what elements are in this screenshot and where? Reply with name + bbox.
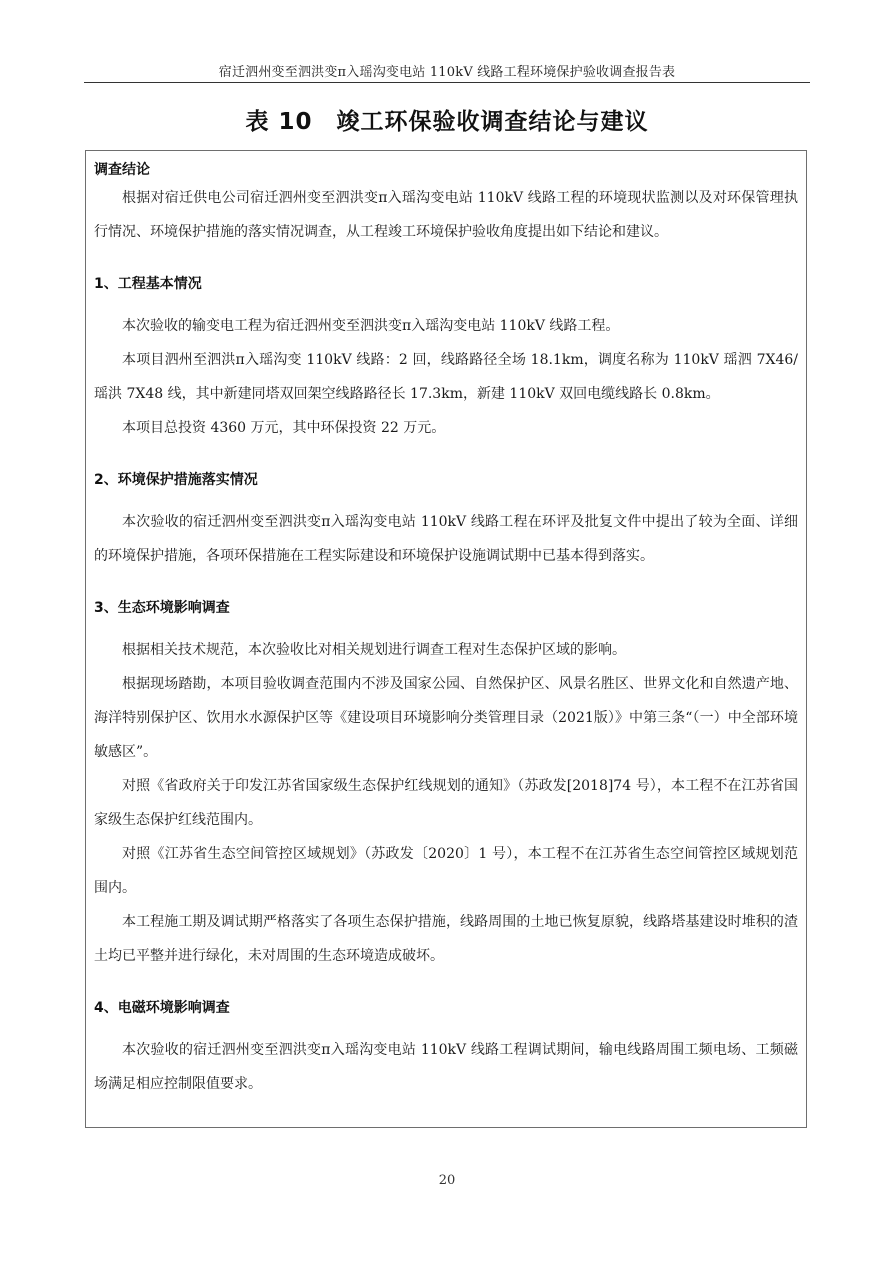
section-paragraph: 对照《江苏省生态空间管控区域规划》（苏政发〔2020〕1 号），本工程不在江苏省生态空间管控区域规划范围内。 [94,846,798,896]
section-heading-protection-measures: 2、环境保护措施落实情况 [94,472,258,488]
header-divider [84,82,810,83]
section-paragraph: 根据相关技术规范，本次验收比对相关规划进行调查工程对生态保护区域的影响。 [122,642,626,658]
section-paragraph: 本项目总投资 4360 万元，其中环保投资 22 万元。 [122,420,446,436]
section-heading-electromagnetic-impact: 4、电磁环境影响调查 [94,1000,230,1016]
section-heading-basic-info: 1、工程基本情况 [94,276,202,292]
conclusion-intro-paragraph: 根据对宿迁供电公司宿迁泗州变至泗洪变π入瑶沟变电站 110kV 线路工程的环境现状监测以及对环保管理执行情况、环境保护措施的落实情况调查，从工程竣工环境保护验收角度提出如下结论和建议。 [94,190,798,240]
section-paragraph: 对照《省政府关于印发江苏省国家级生态保护红线规划的通知》（苏政发[2018]74 号），本工程不在江苏省国家级生态保护红线范围内。 [94,778,798,828]
table-title: 表 10 竣工环保验收调查结论与建议 [245,109,649,135]
section-paragraph: 本次验收的输变电工程为宿迁泗州变至泗洪变π入瑶沟变电站 110kV 线路工程。 [122,318,620,334]
section-heading-ecological-impact: 3、生态环境影响调查 [94,600,230,616]
section-paragraph: 本次验收的宿迁泗州变至泗洪变π入瑶沟变电站 110kV 线路工程调试期间，输电线路周围工频电场、工频磁场满足相应控制限值要求。 [94,1042,798,1092]
section-paragraph: 本项目泗州至泗洪π入瑶沟变 110kV 线路：2 回，线路路径全场 18.1km，调度名称为 110kV 瑶泗 7X46/瑶洪 7X48 线，其中新建同塔双回架空线路路径长 17.3km，新建 110kV 双回电缆线路长 0.8km。 [94,352,798,402]
conclusion-heading: 调查结论 [94,162,150,178]
section-paragraph: 根据现场踏勘，本项目验收调查范围内不涉及国家公园、自然保护区、风景名胜区、世界文化和自然遗产地、海洋特别保护区、饮用水水源保护区等《建设项目环境影响分类管理目录（2021版）》中第三条“（一）中全部环境敏感区”。 [94,676,798,760]
page-number: 20 [438,1173,456,1188]
running-header: 宿迁泗州变至泗洪变π入瑶沟变电站 110kV 线路工程环境保护验收调查报告表 [218,65,676,80]
section-paragraph: 本次验收的宿迁泗州变至泗洪变π入瑶沟变电站 110kV 线路工程在环评及批复文件中提出了较为全面、详细的环境保护措施，各项环保措施在工程实际建设和环境保护设施调试期中已基本得到落实。 [94,514,798,564]
conclusion-table-cell [85,150,807,1128]
section-paragraph: 本工程施工期及调试期严格落实了各项生态保护措施，线路周围的土地已恢复原貌，线路塔基建设时堆积的渣土均已平整并进行绿化，未对周围的生态环境造成破坏。 [94,914,798,964]
